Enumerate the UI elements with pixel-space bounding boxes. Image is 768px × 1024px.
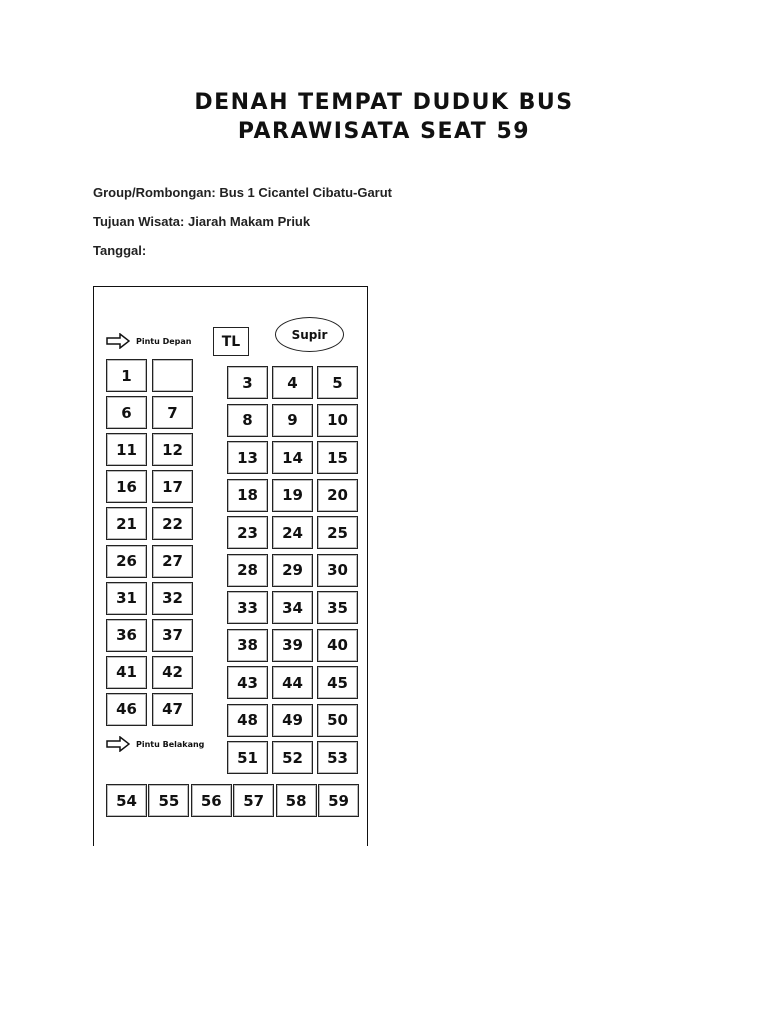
seat-14[interactable]: 14 [272, 441, 313, 474]
seat-17[interactable]: 17 [152, 470, 193, 503]
seat-19[interactable]: 19 [272, 479, 313, 512]
seat-43[interactable]: 43 [227, 666, 268, 699]
page-title-line-1: DENAH TEMPAT DUDUK BUS [194, 90, 574, 115]
seat-18[interactable]: 18 [227, 479, 268, 512]
seat-plan [93, 286, 368, 846]
tour-leader-seat[interactable]: TL [213, 327, 249, 356]
seat-15[interactable]: 15 [317, 441, 358, 474]
front-door-label: Pintu Depan [136, 336, 192, 346]
seat-16[interactable]: 16 [106, 470, 147, 503]
seat-32[interactable]: 32 [152, 582, 193, 615]
page-title-line-2: PARAWISATA SEAT 59 [237, 119, 531, 144]
seat-47[interactable]: 47 [152, 693, 193, 726]
seat-5[interactable]: 5 [317, 366, 358, 399]
seat-41[interactable]: 41 [106, 656, 147, 689]
seat-39[interactable]: 39 [272, 629, 313, 662]
seat-8[interactable]: 8 [227, 404, 268, 437]
seat-1[interactable]: 1 [106, 359, 147, 392]
seat-54[interactable]: 54 [106, 784, 147, 817]
seat-52[interactable]: 52 [272, 741, 313, 774]
seat-13[interactable]: 13 [227, 441, 268, 474]
seat-42[interactable]: 42 [152, 656, 193, 689]
seat-40[interactable]: 40 [317, 629, 358, 662]
group-info: Group/Rombongan: Bus 1 Cicantel Cibatu-Garut [93, 185, 393, 200]
arrow-right-outline-icon [106, 333, 130, 349]
seat-9[interactable]: 9 [272, 404, 313, 437]
seat-34[interactable]: 34 [272, 591, 313, 624]
seat-22[interactable]: 22 [152, 507, 193, 540]
seat-44[interactable]: 44 [272, 666, 313, 699]
seat-45[interactable]: 45 [317, 666, 358, 699]
seat-56[interactable]: 56 [191, 784, 232, 817]
rear-door-label: Pintu Belakang [136, 739, 205, 749]
seat-10[interactable]: 10 [317, 404, 358, 437]
seat-12[interactable]: 12 [152, 433, 193, 466]
seat-6[interactable]: 6 [106, 396, 147, 429]
driver-seat[interactable]: Supir [275, 317, 344, 352]
seat-27[interactable]: 27 [152, 545, 193, 578]
seat-4[interactable]: 4 [272, 366, 313, 399]
seat-26[interactable]: 26 [106, 545, 147, 578]
seat-46[interactable]: 46 [106, 693, 147, 726]
seat-28[interactable]: 28 [227, 554, 268, 587]
seat-empty[interactable] [152, 359, 193, 392]
seat-59[interactable]: 59 [318, 784, 359, 817]
rear-door-marker [106, 736, 204, 752]
seat-23[interactable]: 23 [227, 516, 268, 549]
seat-33[interactable]: 33 [227, 591, 268, 624]
seat-3[interactable]: 3 [227, 366, 268, 399]
seat-30[interactable]: 30 [317, 554, 358, 587]
seat-35[interactable]: 35 [317, 591, 358, 624]
seat-37[interactable]: 37 [152, 619, 193, 652]
seat-48[interactable]: 48 [227, 704, 268, 737]
seat-49[interactable]: 49 [272, 704, 313, 737]
seat-11[interactable]: 11 [106, 433, 147, 466]
seat-36[interactable]: 36 [106, 619, 147, 652]
seat-50[interactable]: 50 [317, 704, 358, 737]
arrow-right-outline-icon [106, 736, 130, 752]
seat-31[interactable]: 31 [106, 582, 147, 615]
seat-21[interactable]: 21 [106, 507, 147, 540]
seat-53[interactable]: 53 [317, 741, 358, 774]
seat-57[interactable]: 57 [233, 784, 274, 817]
seat-55[interactable]: 55 [148, 784, 189, 817]
seat-38[interactable]: 38 [227, 629, 268, 662]
seat-24[interactable]: 24 [272, 516, 313, 549]
date-info: Tanggal: [93, 243, 147, 258]
seat-7[interactable]: 7 [152, 396, 193, 429]
seat-20[interactable]: 20 [317, 479, 358, 512]
seat-29[interactable]: 29 [272, 554, 313, 587]
seat-25[interactable]: 25 [317, 516, 358, 549]
seat-58[interactable]: 58 [276, 784, 317, 817]
destination-info: Tujuan Wisata: Jiarah Makam Priuk [93, 214, 311, 229]
front-door-marker [106, 333, 192, 349]
seat-51[interactable]: 51 [227, 741, 268, 774]
